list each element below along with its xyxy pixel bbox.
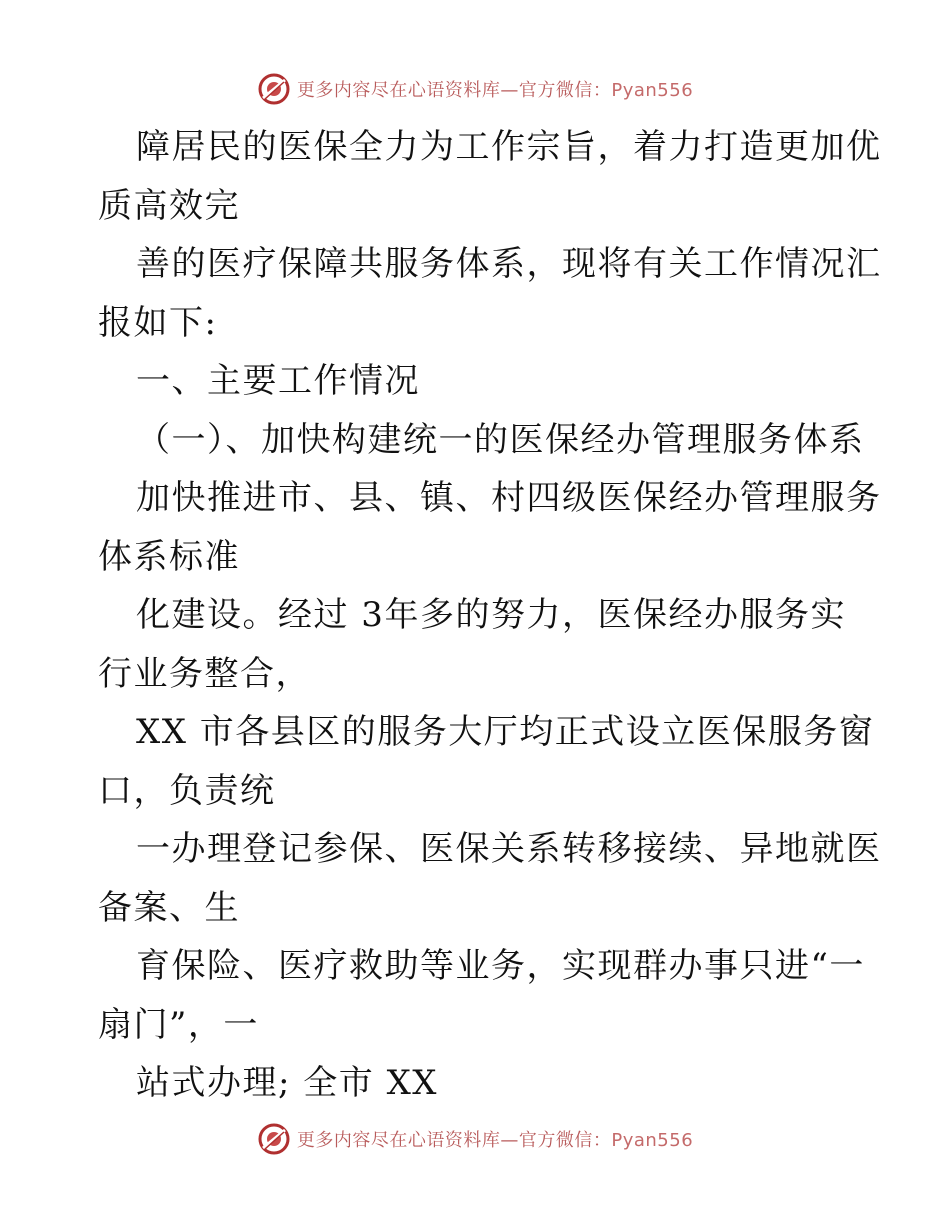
text-line: 质高效完 <box>98 185 240 226</box>
brand-logo-icon <box>257 72 291 106</box>
text-line: 化建设。经过 3年多的努力，医保经办服务实 <box>136 595 846 635</box>
text-line: 行业务整合， <box>98 653 311 694</box>
text-line: 站式办理; 全市 XX <box>136 1063 438 1103</box>
text-line: 体系标准 <box>98 536 240 577</box>
text-line: 扇门”，一 <box>98 1004 259 1045</box>
text-line: 善的医疗保障共服务体系，现将有关工作情况汇 <box>136 244 882 284</box>
text-line: 报如下: <box>98 302 218 343</box>
text-line: 备案、生 <box>98 887 240 928</box>
brand-logo-icon <box>257 1122 291 1156</box>
text-line: 一、主要工作情况 <box>136 361 420 401</box>
text-line: XX 市各县区的服务大厅均正式设立医保服务窗 <box>136 712 875 752</box>
watermark-text: 更多内容尽在心语资料库—官方微信：Pyan556 <box>296 80 694 101</box>
document-body <box>98 118 882 1113</box>
text-line: 加快推进市、县、镇、村四级医保经办管理服务 <box>136 478 882 518</box>
header-watermark <box>0 72 950 106</box>
text-line: 口，负责统 <box>98 770 276 811</box>
text-line: 育保险、医疗救助等业务，实现群办事只进“一 <box>136 946 865 986</box>
text-line: （一）、加快构建统一的医保经办管理服务体系 <box>136 419 865 460</box>
footer-watermark <box>0 1122 950 1156</box>
text-line: 一办理登记参保、医保关系转移接续、异地就医 <box>136 829 882 869</box>
text-line: 障居民的医保全力为工作宗旨，着力打造更加优 <box>136 127 882 167</box>
watermark-text: 更多内容尽在心语资料库—官方微信：Pyan556 <box>296 1130 694 1151</box>
